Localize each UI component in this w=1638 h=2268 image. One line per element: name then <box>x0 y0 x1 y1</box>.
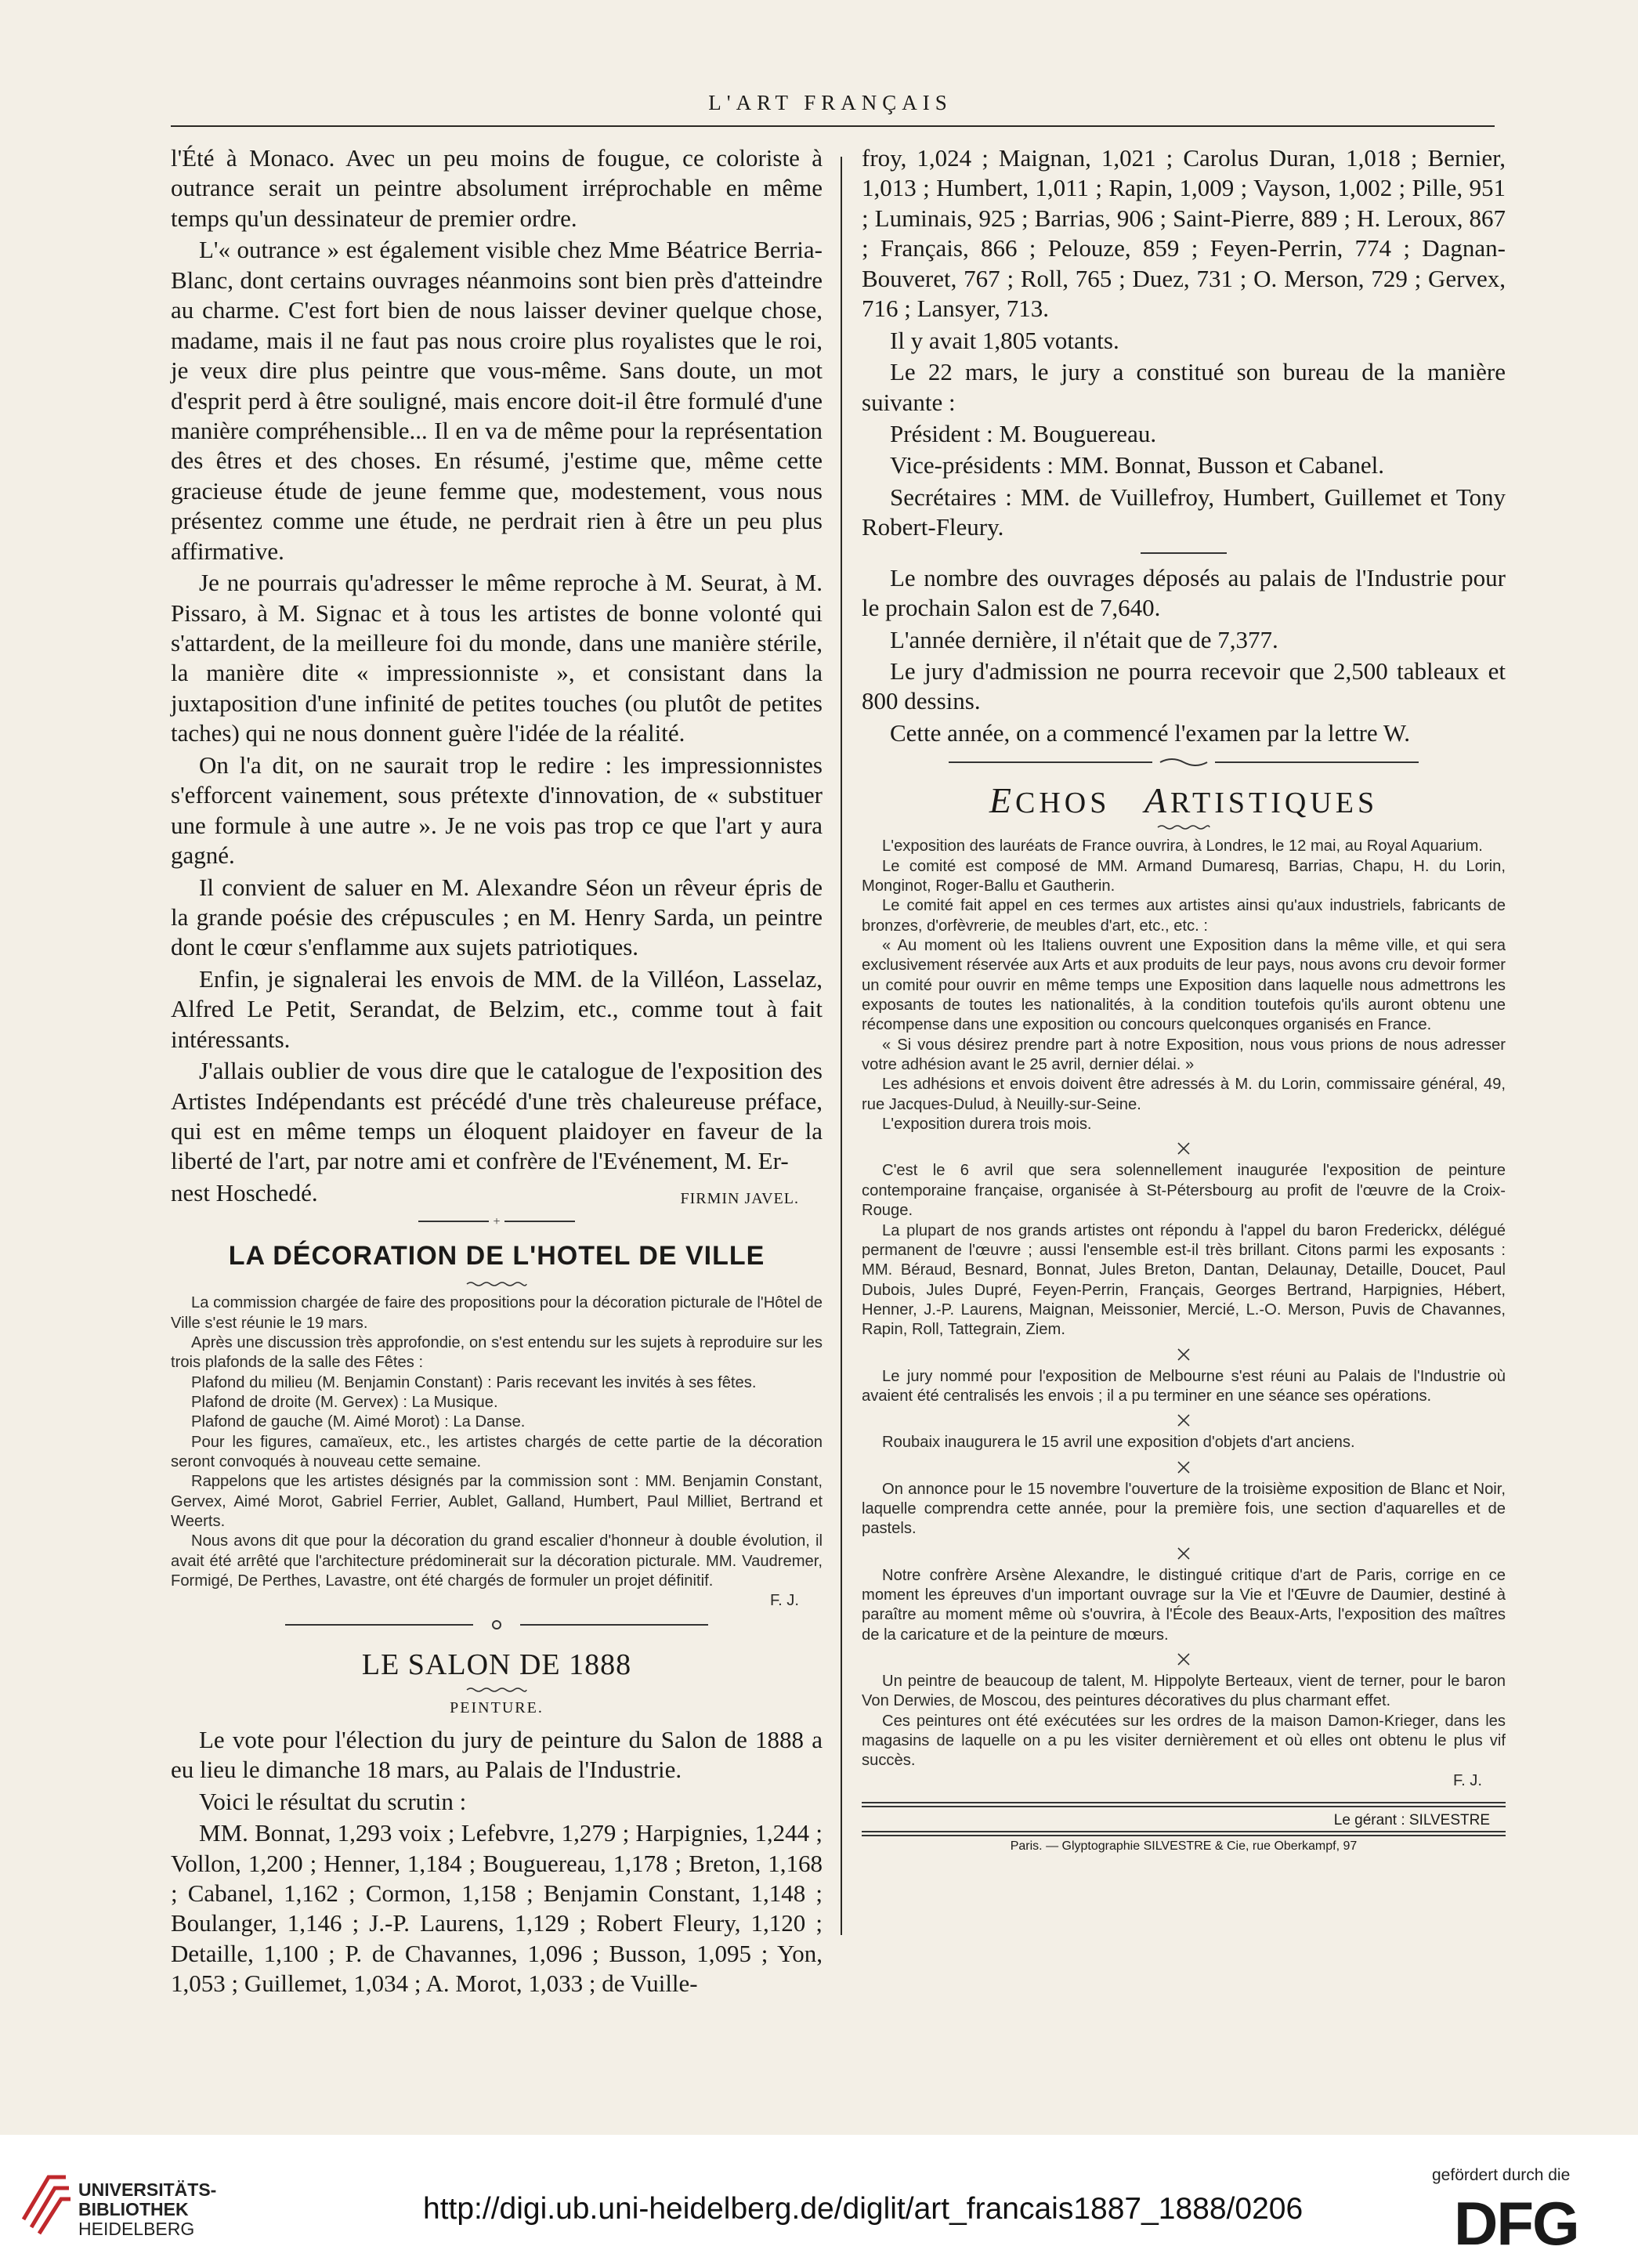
salon-continued: Le 22 mars, le jury a constitué son bureau de la manière suivante : <box>862 358 1506 416</box>
echo-paragraph: Roubaix inaugurera le 15 avril une exposition d'objets d'art anciens. <box>882 1434 1355 1452</box>
echo-paragraph: C'est le 6 avril que sera solennellement inaugurée l'exposition de peinture contemporaine française, organisée à St-Pétersbourg au profit de l'œuvre de la Croix-Rouge. <box>862 1162 1506 1220</box>
decoration-paragraph: Rappelons que les artistes désignés par la commission sont : MM. Benjamin Constant, Gervex, Aimé Morot, Gabriel Ferrier, Aublet, Galland, Humbert, Paul Milliet, Bertrand et Weerts. <box>171 1473 823 1531</box>
ornament-separator <box>277 1619 716 1630</box>
left-column <box>171 143 823 1998</box>
artistiques-cap: A <box>1144 780 1170 821</box>
running-head: L'ART FRANÇAIS <box>708 91 953 114</box>
wavy-ornament <box>1156 824 1211 830</box>
echos-cap: E <box>989 780 1015 821</box>
permalink-url[interactable]: http://digi.ub.uni-heidelberg.de/diglit/art_francais1887_1888/0206 <box>423 2192 1304 2226</box>
signature-line <box>171 1178 823 1208</box>
echo-paragraph: « Au moment où les Italiens ouvrent une Exposition dans la même ville, et qui sera exclusivement réservée aux Arts et aux produits de leur pays, nous avons cru devoir former un comité pour ouvrir en même temps une Exposition dans laquelle nous admettrons les exposants de toutes les nationalités, à la condition toutefois qu'ils auront obtenu une récompense dans une exposition ou concours quelconques organisés en France. <box>862 937 1506 1034</box>
echo-paragraph: Notre confrère Arsène Alexandre, le distingué critique d'art de Paris, corrige en ce moment les épreuves d'un important ouvrage sur la Vie et l'Œuvre de Daumier, destiné à paraître au moment même où s'ouvrira, à l'École des Beaux-Arts, l'exposition des maîtres de la caricature et de la peinture de mœurs. <box>862 1566 1506 1644</box>
decoration-paragraph: Plafond de gauche (M. Aimé Morot) : La Danse. <box>191 1413 526 1431</box>
imprint-block <box>862 1802 1506 1854</box>
echo-paragraph-signed <box>862 1712 1506 1771</box>
short-rule <box>1141 552 1227 554</box>
paragraph: l'Été à Monaco. Avec un peu moins de fougue, ce coloriste à outrance serait un peintre absolument irréprochable en même temps qu'un dessinateur de premier ordre. <box>171 144 823 232</box>
cross-separator <box>1176 1546 1191 1561</box>
echo-paragraph: L'exposition des lauréats de France ouvrira, à Londres, le 12 mai, au Royal Aquarium. <box>882 837 1483 855</box>
wavy-ornament <box>465 1281 528 1287</box>
salon-stat: L'année dernière, il n'était que de 7,377. <box>890 625 1278 653</box>
cross-separator <box>1176 1651 1191 1667</box>
right-column <box>862 143 1506 1961</box>
salon-stat: Cette année, on a commencé l'examen par la lettre W. <box>890 718 1411 747</box>
decoration-paragraph: La commission chargée de faire des propositions pour la décoration picturale de l'Hôtel de Ville s'est réunie le 19 mars. <box>171 1294 823 1332</box>
author-signature: FIRMIN JAVEL. <box>680 1189 799 1207</box>
svg-text:+: + <box>493 1215 501 1229</box>
header-rule <box>171 125 1495 127</box>
salon-paragraph: Le vote pour l'élection du jury de peinture du Salon de 1888 a eu lieu le dimanche 18 mars, au Palais de l'Industrie. <box>171 1725 823 1784</box>
echo-paragraph: « Si vous désirez prendre part à notre Exposition, nous vous prions de nous adresser votre adhésion avant le 25 avril, dernier délai. » <box>862 1036 1506 1074</box>
ornament-separator <box>941 756 1426 769</box>
library-line: UNIVERSITÄTS- <box>78 2179 217 2200</box>
digitization-footer <box>0 2135 1638 2268</box>
cross-separator <box>1176 1141 1191 1156</box>
printer-line: Paris. — Glyptographie SILVESTRE & Cie, rue Oberkampf, 97 <box>1010 1839 1358 1854</box>
gerant-line: Le gérant : SILVESTRE <box>1333 1812 1490 1829</box>
salon-heading: LE SALON DE 1888 <box>361 1648 632 1681</box>
decoration-paragraph: Pour les figures, camaïeux, etc., les artistes chargés de cette partie de la décoration seront convoqués à nouveau cette semaine. <box>171 1433 823 1471</box>
echo-paragraph: La plupart de nos grands artistes ont répondu à l'appel du baron Frederickx, délégué permanent de l'œuvre ; aussi l'ensemble est-il très brillant. Citons parmi les exposants : MM. Béraud, Besnard, Bonnat, Jules Breton, Dantan, Delaunay, Detaille, Doucet, Paul Dubois, Jules Dupré, Feyen-Perrin, Français, Georges Bertrand, Harpignies, Hébert, Henner, J.-P. Laurens, Maignan, Meissonier, Mercié, L.-O. Merson, Puvis de Chavannes, Rapin, Roll, Tattegrain, Ziem. <box>862 1221 1506 1339</box>
library-name <box>78 2180 216 2238</box>
paragraph: J'allais oublier de vous dire que le catalogue de l'exposition des Artistes Indépendants est précédé d'une très chaleureuse préface, qui est en même temps un éloquent plaidoyer en faveur de la liberté de l'art, par notre ami et confrère de l'Evénement, M. Er- <box>171 1057 823 1175</box>
cross-separator <box>1176 1460 1191 1475</box>
echo-paragraph: Le jury nommé pour l'exposition de Melbourne s'est réuni au Palais de l'Industrie où avaient été centralisés les envois ; il a pu terminer en une séance ses opérations. <box>862 1367 1506 1405</box>
echo-last-text: Ces peintures ont été exécutées sur les ordres de la maison Damon-Krieger, dans les magasins de laquelle on a pu les visiter dernièrement et où elles ont obtenu le plus vif succès. <box>862 1712 1506 1770</box>
funded-by-label: gefördert durch die <box>1432 2166 1571 2184</box>
decoration-paragraph: Plafond de droite (M. Gervex) : La Musique. <box>191 1394 498 1412</box>
salon-continued: Vice-présidents : MM. Bonnat, Busson et Cabanel. <box>890 451 1384 479</box>
salon-stat: Le jury d'admission ne pourra recevoir que 2,500 tableaux et 800 dessins. <box>862 657 1506 715</box>
decoration-paragraph: Plafond du milieu (M. Benjamin Constant) : Paris recevant les invités à ses fêtes. <box>191 1373 757 1391</box>
salon-continued: Président : M. Bouguereau. <box>890 419 1157 447</box>
dfg-logo: DFG <box>1454 2189 1578 2258</box>
paragraph: Enfin, je signalerai les envois de MM. de la Villéon, Lasselaz, Alfred Le Petit, Serandat, de Belzim, etc., comme tout à fait intéressants. <box>171 964 823 1053</box>
university-library-logo <box>17 2172 72 2235</box>
salon-stat: Le nombre des ouvrages déposés au palais de l'Industrie pour le prochain Salon est de 7,640. <box>862 563 1506 622</box>
decoration-signature: F. J. <box>769 1592 799 1610</box>
library-line: BIBLIOTHEK <box>78 2198 189 2219</box>
library-line: HEIDELBERG <box>78 2218 195 2239</box>
paragraph: L'« outrance » est également visible chez Mme Béatrice Berria-Blanc, dont certains ouvrages néanmoins sont bien près d'atteindre au charme. C'est fort bien de nous laisser deviner quelque chose, madame, mais il ne faut pas nous croire plus royalistes que le roi, je veux dire plus peintre que vous-même. Sans doute, un mot d'esprit perd à être souligné, mais encore doit-il être formulé d'une manière compréhensible... Il en va de même pour la représentation des êtres et des choses. En résumé, j'estime que, même cette gracieuse étude de jeune femme que, modestement, vous nous présentez comme une étude, ne perdrait rien à être un peu plus affirmative. <box>171 236 823 565</box>
column-divider <box>841 157 842 1935</box>
echo-paragraph: L'exposition durera trois mois. <box>882 1116 1092 1134</box>
echos-signature: F. J. <box>1452 1771 1482 1789</box>
decoration-heading: LA DÉCORATION DE L'HOTEL DE VILLE <box>228 1241 765 1271</box>
decoration-paragraph: Nous avons dit que pour la décoration du grand escalier d'honneur à double évolution, il avait été arrêté que l'architecture prédominerait sur la décoration picturale. MM. Vaudremer, Formigé, De Perthes, Lavastre, ont été chargés de formuler un projet définitif. <box>171 1532 823 1590</box>
salon-paragraph: MM. Bonnat, 1,293 voix ; Lefebvre, 1,279 ; Harpignies, 1,244 ; Vollon, 1,200 ; Henner, 1,184 ; Bouguereau, 1,178 ; Breton, 1,168 ; Cabanel, 1,162 ; Cormon, 1,158 ; Benjamin Constant, 1,148 ; Boulanger, 1,146 ; J.-P. Laurens, 1,129 ; Robert Fleury, 1,120 ; Detaille, 1,100 ; P. de Chavannes, 1,096 ; Busson, 1,095 ; Yon, 1,053 ; Guillemet, 1,034 ; A. Morot, 1,033 ; de Vuille- <box>171 1819 823 1998</box>
echo-paragraph: Les adhésions et envois doivent être adressés à M. du Lorin, commissaire général, 49, rue Jacques-Dulud, à Neuilly-sur-Seine. <box>862 1076 1506 1113</box>
paragraph: Je ne pourrais qu'adresser le même reproche à M. Seurat, à M. Pissaro, à M. Signac et à tous les artistes de bonne volonté qui s'attardent, de la meilleure foi du monde, dans une manière stérile, la manière dite « impressionniste », et consistant dans la juxtaposition d'une infinité de petites touches (ou plutôt de petites taches) qui ne nous donnent guère l'idée de la réalité. <box>171 569 823 747</box>
salon-paragraph: Voici le résultat du scrutin : <box>199 1787 467 1815</box>
cross-separator <box>1176 1413 1191 1428</box>
echo-paragraph: Le comité fait appel en ces termes aux artistes ainsi qu'aux industriels, fabricants de bronzes, d'orfèvrerie, de meubles d'art, etc., etc. : <box>862 897 1506 935</box>
imprint-rule <box>862 1831 1506 1836</box>
last-line: nest Hoschedé. <box>171 1178 318 1206</box>
echos-heading <box>862 780 1506 821</box>
echo-paragraph: Le comité est composé de MM. Armand Dumaresq, Barrias, Chapu, H. du Lorin, Monginot, Roger-Ballu et Gautherin. <box>862 857 1506 895</box>
cross-separator <box>1176 1347 1191 1362</box>
salon-continued: froy, 1,024 ; Maignan, 1,021 ; Carolus Duran, 1,018 ; Bernier, 1,013 ; Humbert, 1,011 ; Rapin, 1,009 ; Vayson, 1,002 ; Pille, 951 ; Luminais, 925 ; Barrias, 906 ; Saint-Pierre, 889 ; H. Leroux, 867 ; Français, 866 ; Pelouze, 859 ; Feyen-Perrin, 774 ; Dagnan-Bouveret, 767 ; Roll, 765 ; Duez, 731 ; O. Merson, 729 ; Gervex, 716 ; Lansyer, 713. <box>862 144 1506 323</box>
echos-word: CHOS <box>1014 787 1111 820</box>
decoration-paragraph: Après une discussion très approfondie, on s'est entendu sur les sujets à reproduire sur les trois plafonds de la salle des Fêtes : <box>171 1334 823 1372</box>
wavy-ornament <box>465 1687 528 1693</box>
salon-continued: Secrétaires : MM. de Vuillefroy, Humbert, Guillemet et Tony Robert-Fleury. <box>862 483 1506 541</box>
echo-paragraph: Un peintre de beaucoup de talent, M. Hippolyte Berteaux, vient de terner, pour le baron Von Derwies, de Moscou, des peintures décoratives du plus charmant effet. <box>862 1673 1506 1710</box>
paragraph: Il convient de saluer en M. Alexandre Séon un rêveur épris de la grande poésie des crépuscules ; en M. Henry Sarda, un peintre dont le cœur s'enflamme aux sujets patriotiques. <box>171 873 823 961</box>
imprint-rule <box>862 1802 1506 1807</box>
echo-paragraph: On annonce pour le 15 novembre l'ouverture de la troisième exposition de Blanc et Noir, laquelle comprendra cette année, pour la première fois, une section d'aquarelles et de pastels. <box>862 1480 1506 1538</box>
salon-subheading: PEINTURE. <box>450 1698 544 1716</box>
salon-continued: Il y avait 1,805 votants. <box>890 326 1119 354</box>
paragraph: On l'a dit, on ne saurait trop le redire : les impressionnistes s'efforcent vainement, sous prétexte d'innovation, de « substituer une formule à une autre ». Je ne vois pas trop ce que l'art y aura gagné. <box>171 751 823 870</box>
ornament-separator <box>403 1216 591 1227</box>
artistiques-word: RTISTIQUES <box>1170 787 1379 820</box>
